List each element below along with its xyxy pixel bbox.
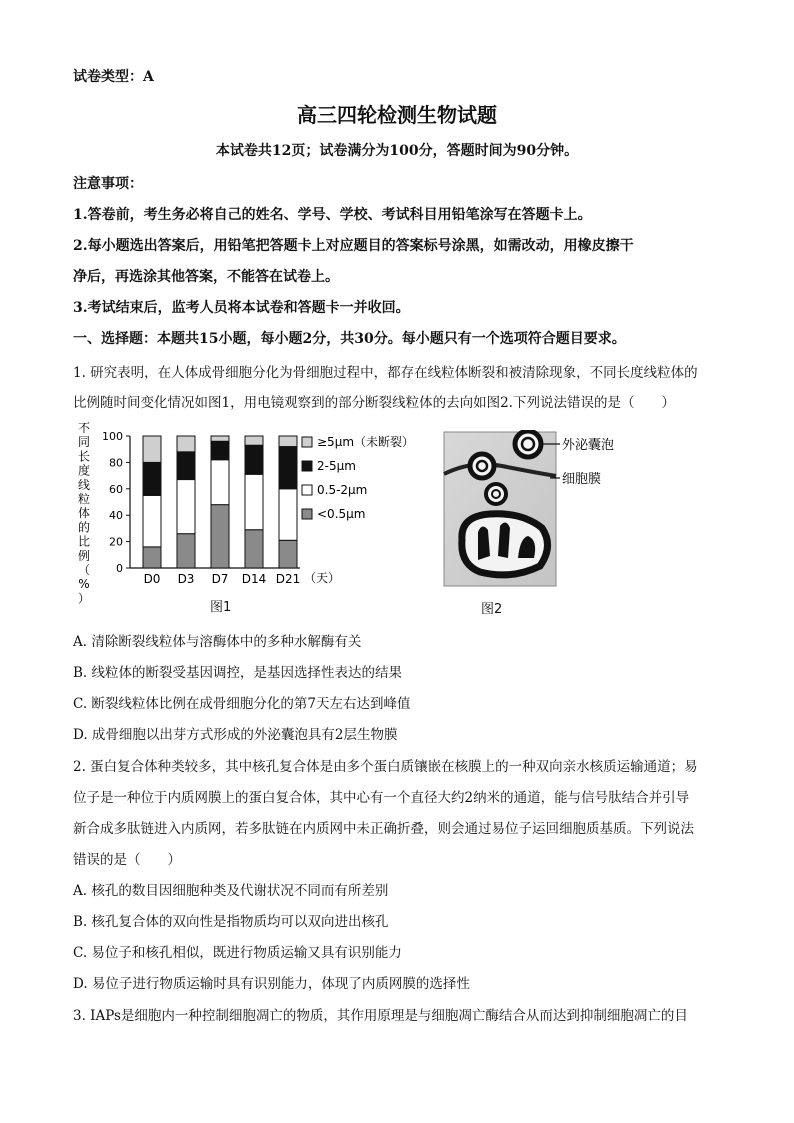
legend-label: 2-5μm <box>317 459 356 473</box>
section-heading: 一、选择题：本题共15小题，每小题2分，共30分。每小题只有一个选项符合题目要求。 <box>73 331 626 347</box>
y-tick-label: 80 <box>109 456 123 470</box>
bar-segment-D14-0 <box>245 530 263 568</box>
bar-segment-D3-3 <box>177 436 195 452</box>
mitochondrion <box>462 514 548 575</box>
y-label-char: （ <box>77 563 91 577</box>
q1-option-b: B. 线粒体的断裂受基因调控，是基因选择性表达的结果 <box>73 665 403 681</box>
y-label-char: 粒 <box>77 492 91 506</box>
vesicle <box>486 484 506 504</box>
bar-segment-D7-3 <box>211 436 229 441</box>
q1-option-d: D. 成骨细胞以出芽方式形成的外泌囊泡具有2层生物膜 <box>73 727 398 743</box>
y-label-char: % <box>78 577 90 592</box>
q2-stem-line: 错误的是（ ） <box>73 852 181 868</box>
x-tick-label: D21 <box>275 572 301 586</box>
bar-segment-D3-2 <box>177 452 195 480</box>
bar-segment-D7-1 <box>211 460 229 505</box>
y-label-char: 的 <box>77 520 91 535</box>
q2-stem-line: 新合成多肽链进入内质网，若多肽链在内质网中未正确折叠，则会通过易位子运回细胞质基质。下列说法 <box>73 821 694 837</box>
bar-segment-D0-3 <box>143 436 161 462</box>
x-tick-label: D3 <box>177 572 195 586</box>
y-tick-label: 0 <box>116 562 123 575</box>
bar-segment-D7-0 <box>211 505 229 568</box>
y-label-char: 度 <box>77 463 91 478</box>
y-label-char: 长 <box>77 449 91 464</box>
bar-segment-D14-2 <box>245 445 263 474</box>
paper-type: 试卷类型：A <box>73 69 154 85</box>
notes-item: 净后，再选涂其他答案，不能答在试卷上。 <box>73 269 339 285</box>
q3-stem-line: 3. IAPs是细胞内一种控制细胞凋亡的物质，其作用原理是与细胞凋亡酶结合从而达到抑制细胞凋亡的目 <box>73 1008 688 1024</box>
q2-option-b: B. 核孔复合体的双向性是指物质均可以双向进出核孔 <box>73 914 389 930</box>
notes-item: 1.答卷前，考生务必将自己的姓名、学号、学校、考试科目用铅笔涂写在答题卡上。 <box>73 207 592 223</box>
bar-segment-D7-2 <box>211 441 229 459</box>
q2-stem-line: 2. 蛋白复合体种类较多，其中核孔复合体是由多个蛋白质镶嵌在核膜上的一种双向亲水核质运输通道；易 <box>73 759 698 775</box>
y-label-char: 比 <box>77 534 91 549</box>
q1-option-a: A. 清除断裂线粒体与溶酶体中的多种水解酶有关 <box>73 634 362 650</box>
legend-label: 0.5-2μm <box>317 483 368 497</box>
y-axis-label <box>78 421 90 605</box>
bar-segment-D3-1 <box>177 480 195 534</box>
y-tick-label: 40 <box>109 509 123 523</box>
notes-item: 3.考试结束后，监考人员将本试卷和答题卡一并收回。 <box>73 300 410 316</box>
legend-swatch <box>302 437 312 447</box>
x-axis-unit: （天） <box>304 571 341 585</box>
y-label-char: 不 <box>77 421 91 435</box>
fig2-label-membrane: 细胞膜 <box>562 472 602 487</box>
q2-stem-line: 位子是一种位于内质网膜上的蛋白复合体，其中心有一个直径大约2纳米的通道，能与信号肽结合并引导 <box>73 790 690 806</box>
x-tick-label: D14 <box>241 572 267 586</box>
vesicle <box>470 454 494 478</box>
legend-swatch <box>302 485 312 495</box>
q2-option-d: D. 易位子进行物质运输时具有识别能力，体现了内质网膜的选择性 <box>73 976 470 992</box>
bar-segment-D21-2 <box>279 447 297 489</box>
bar-segment-D21-0 <box>279 540 297 568</box>
bar-segment-D14-3 <box>245 436 263 445</box>
legend-swatch <box>302 509 312 519</box>
fig2-label-exosome: 外泌囊泡 <box>562 438 615 453</box>
y-label-char: 体 <box>77 506 91 521</box>
page-title: 高三四轮检测生物试题 <box>297 103 497 127</box>
y-label-char: ） <box>77 591 91 606</box>
bar-segment-D3-0 <box>177 534 195 568</box>
y-label-char: 线 <box>77 477 91 492</box>
y-tick-label: 60 <box>109 482 123 496</box>
notes-item: 2.每小题选出答案后，用铅笔把答题卡上对应题目的答案标号涂黑，如需改动，用橡皮擦干 <box>73 238 634 254</box>
figure-1-caption: 图1 <box>210 600 232 615</box>
page-subtitle: 本试卷共12页；试卷满分为100分，答题时间为90分钟。 <box>215 143 579 159</box>
y-tick-label: 20 <box>109 535 123 549</box>
bar-segment-D14-1 <box>245 474 263 529</box>
bar-segment-D0-2 <box>143 462 161 495</box>
q1-stem-line: 1. 研究表明，在人体成骨细胞分化为骨细胞过程中，都存在线粒体断裂和被清除现象，不同长度线粒体的 <box>73 365 698 381</box>
bar-segment-D0-0 <box>143 547 161 568</box>
x-tick-label: D0 <box>143 572 161 586</box>
bar-segment-D0-1 <box>143 495 161 546</box>
legend-swatch <box>302 461 312 471</box>
bar-segment-D21-3 <box>279 436 297 447</box>
legend-label: <0.5μm <box>317 507 366 521</box>
y-label-char: 同 <box>77 435 91 450</box>
figure-2-micrograph <box>442 430 622 590</box>
y-label-char: 例 <box>77 548 91 563</box>
notes-heading: 注意事项： <box>73 176 143 192</box>
figure-1-chart <box>70 420 430 620</box>
figure-2-caption: 图2 <box>481 602 503 617</box>
legend-label: ≥5μm（未断裂） <box>317 435 415 449</box>
q2-option-a: A. 核孔的数目因细胞种类及代谢状况不同而有所差别 <box>73 883 389 899</box>
q1-stem-line: 比例随时间变化情况如图1，用电镜观察到的部分断裂线粒体的去向如图2.下列说法错误的是（ ） <box>73 395 675 411</box>
q2-option-c: C. 易位子和核孔相似，既进行物质运输又具有识别能力 <box>73 945 402 961</box>
x-tick-label: D7 <box>211 572 229 586</box>
q1-option-c: C. 断裂线粒体比例在成骨细胞分化的第7天左右达到峰值 <box>73 696 411 712</box>
bar-segment-D21-1 <box>279 489 297 540</box>
exosome-vesicle <box>515 431 541 457</box>
y-tick-label: 100 <box>102 430 123 443</box>
